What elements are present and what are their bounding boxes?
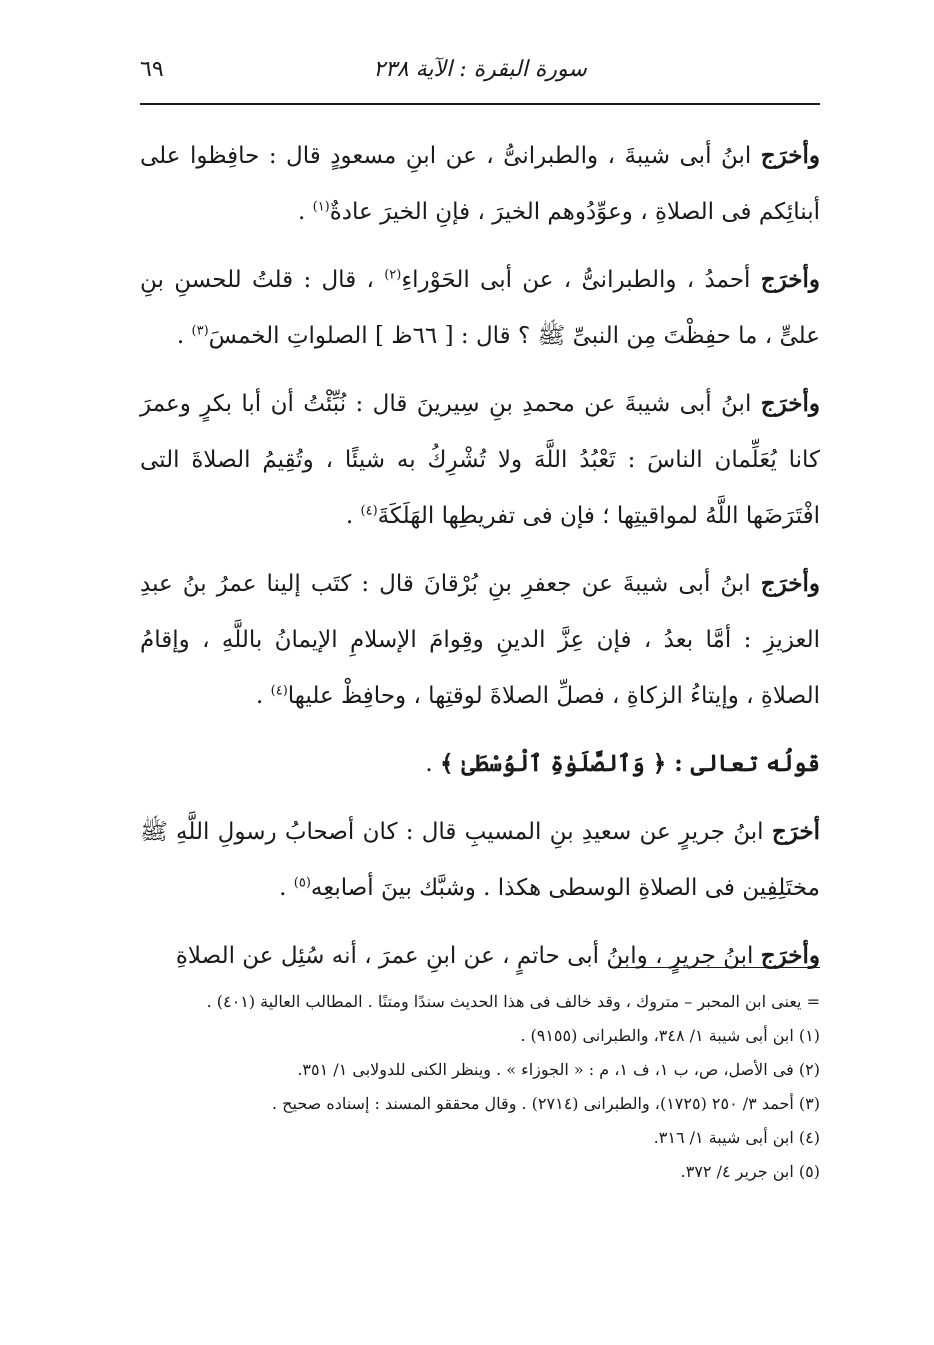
paragraph-7 — [140, 928, 820, 984]
paragraph-text: ابنُ أبى شيبةَ ، والطبرانىُّ ، عن ابنِ مسعودٍ قال : حافِظوا على أبنائِكم فى الصلاةِ ، وعوِّدُوهم الخيرَ ، فإنِ الخيرَ عادةٌ — [140, 143, 820, 225]
paragraph-end: . — [176, 323, 192, 349]
paragraph-1 — [140, 128, 820, 240]
footnote-marker: (٣) — [191, 323, 209, 339]
paragraph-lead: أخرَج — [771, 818, 820, 845]
header-divider — [140, 103, 820, 105]
footnote-marker: (٥) — [293, 875, 311, 891]
paragraph-text: ابنُ جريرٍ عن سعيدِ بنِ المسيبِ قال : كان أصحابُ رسولِ اللَّهِ ﷺ مختَلِفِين فى الصلاةِ الوسطى هكذا . وشبَّك بينَ أصابعِه — [140, 819, 820, 901]
paragraph-lead: وأخرَج — [760, 570, 820, 597]
verse-heading: قولُه تعالى : — [674, 750, 820, 777]
paragraph-text: ابنُ أبى شيبةَ عن جعفرِ بنِ بُرْقانَ قال : كتَب إلينا عمرُ بنُ عبدِ العزيزِ : أمَّا بعدُ ، فإن عِزَّ الدينِ وقِوامَ الإسلامِ الإيمانُ باللَّهِ ، وإقامُ الصلاةِ ، وإيتاءُ الزكاةِ ، فصلِّ الصلاةَ لوقتِها ، وحافِظْ عليها — [140, 571, 820, 709]
paragraph-text: أحمدُ ، والطبرانىُّ ، عن أبى الحَوْراءِ — [401, 267, 761, 293]
paragraph-4 — [140, 556, 820, 724]
footnote-continuation: = يعنى ابن المحبر – متروك ، وقد خالف فى هذا الحديث سندًا ومتنًا . المطالب العالية (٤٠١) . — [206, 992, 820, 1011]
paragraph-lead: وأخرَج — [760, 266, 820, 293]
footnote-marker: (٤) — [270, 683, 288, 699]
paragraph-2 — [140, 252, 820, 364]
paragraph-lead: وأخرَج — [760, 942, 820, 969]
paragraph-6 — [140, 804, 820, 916]
footnote-marker: (٢) — [384, 267, 402, 283]
paragraph-3 — [140, 376, 820, 544]
footnote-4: (٤) ابن أبى شيبة ١/ ٣١٦. — [653, 1128, 820, 1147]
footnote-divider — [610, 967, 820, 968]
paragraph-end: . — [345, 503, 361, 529]
paragraph-end: . — [425, 751, 441, 777]
paragraph-end: . — [256, 683, 271, 709]
header-title: سورة البقرة : الآية ٢٣٨ — [373, 57, 587, 82]
main-text — [140, 128, 820, 996]
paragraph-lead: وأخرَج — [760, 142, 820, 169]
running-header — [140, 55, 820, 95]
paragraph-text: ابنُ جريرٍ ، وابنُ أبى حاتمٍ ، عن ابنِ عمرَ ، أنه سُئِل عن الصلاةِ — [175, 943, 761, 969]
footnote-marker: (٤) — [360, 503, 378, 519]
page-number: ٦٩ — [140, 57, 164, 82]
footnote-marker: (١) — [312, 199, 330, 215]
paragraph-text: ، قال : قلتُ للحسنِ بنِ علىٍّ ، ما حفِظْتَ مِن النبىِّ ﷺ ؟ قال : [ ٦٦ظ ] الصلواتِ الخمسَ — [140, 267, 820, 349]
footnote-1: (١) ابن أبى شيبة ١/ ٣٤٨، والطبرانى (٩١٥٥) . — [520, 1026, 820, 1045]
paragraph-lead: وأخرَج — [760, 390, 820, 417]
footnote-2: (٢) فى الأصل، ص، ب ١، ف ١، م : « الجوزاء » . وينظر الكنى للدولابى ١/ ٣٥١. — [297, 1060, 820, 1079]
footnote-3: (٣) أحمد ٣/ ٢٥٠ (١٧٢٥)، والطبرانى (٢٧١٤) . وقال محققو المسند : إسناده صحيح . — [272, 1094, 820, 1113]
footnote-5: (٥) ابن جرير ٤/ ٣٧٢. — [680, 1162, 820, 1181]
quran-verse: ﴿ وَٱلصَّلَوٰةِ ٱلْوُسْطَىٰ ﴾ — [440, 750, 675, 777]
paragraph-end: . — [297, 199, 313, 225]
footnotes — [140, 985, 820, 1189]
paragraph-end: . — [279, 875, 294, 901]
verse-heading-paragraph — [140, 736, 820, 792]
paragraph-text: ابنُ أبى شيبةَ عن محمدِ بنِ سِيرينَ قال : نُبِّئْتُ أن أبا بكرٍ وعمرَ كانا يُعَلِّمان الناسَ : تَعْبُدُ اللَّهَ ولا تُشْرِكُ به شيئًا ، وتُقِيمُ الصلاةَ التى افْتَرَضَها اللَّهُ لمواقيتِها ؛ فإن فى تفريطِها الهَلَكَةَ — [140, 391, 820, 529]
